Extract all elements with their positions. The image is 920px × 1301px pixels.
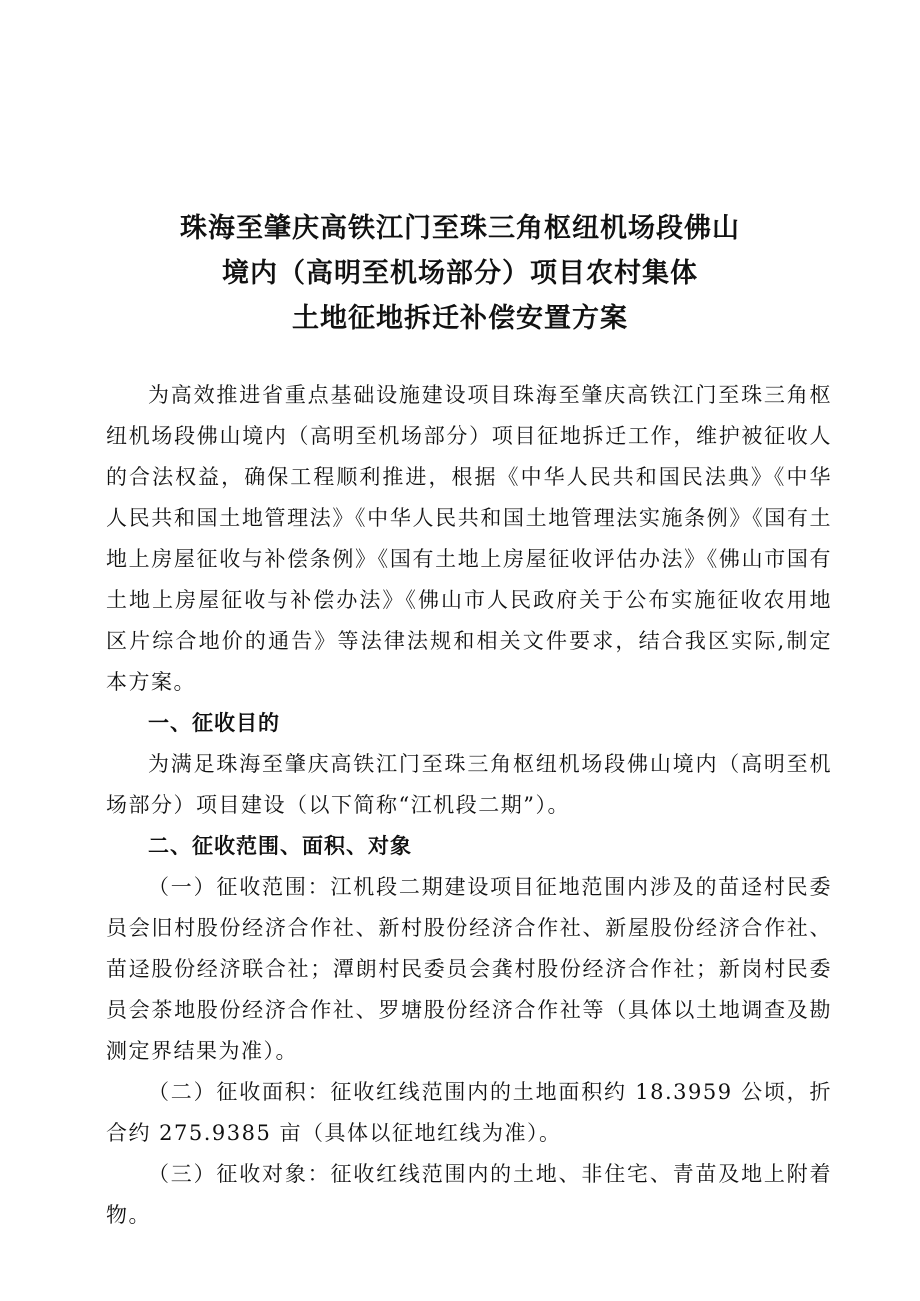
area-paragraph: （二）征收面积：征收红线范围内的土地面积约 18.3959 公顷，折合约 275.9385 亩（具体以征地红线为准）。 xyxy=(106,1080,832,1145)
title-line-3: 土地征地拆迁补偿安置方案 xyxy=(292,303,628,334)
title-line-2: 境内（高明至机场部分）项目农村集体 xyxy=(222,258,698,289)
section-heading-purpose: 一、征收目的 xyxy=(148,711,280,735)
document-title xyxy=(0,206,920,341)
purpose-paragraph: 为满足珠海至肇庆高铁江门至珠三角枢纽机场段佛山境内（高明至机场部分）项目建设（以下简称“江机段二期”）。 xyxy=(106,752,832,817)
scope-paragraph: （一）征收范围：江机段二期建设项目征地范围内涉及的苗迳村民委员会旧村股份经济合作社、新村股份经济合作社、新屋股份经济合作社、苗迳股份经济联合社；潭朗村民委员会龚村股份经济合作社；新岗村民委员会茶地股份经济合作社、罗塘股份经济合作社等（具体以土地调查及勘测定界结果为准）。 xyxy=(106,875,832,1063)
title-line-1: 珠海至肇庆高铁江门至珠三角枢纽机场段佛山 xyxy=(180,213,740,244)
section-heading-scope: 二、征收范围、面积、对象 xyxy=(148,834,412,858)
object-paragraph: （三）征收对象：征收红线范围内的土地、非住宅、青苗及地上附着物。 xyxy=(106,1162,832,1227)
document-body xyxy=(106,375,832,1236)
intro-paragraph: 为高效推进省重点基础设施建设项目珠海至肇庆高铁江门至珠三角枢纽机场段佛山境内（高明至机场部分）项目征地拆迁工作，维护被征收人的合法权益，确保工程顺利推进，根据《中华人民共和国民法典》《中华人民共和国土地管理法》《中华人民共和国土地管理法实施条例》《国有土地上房屋征收与补偿条例》《国有土地上房屋征收评估办法》《佛山市国有土地上房屋征收与补偿办法》《佛山市人民政府关于公布实施征收农用地区片综合地价的通告》等法律法规和相关文件要求，结合我区实际,制定本方案。 xyxy=(106,383,832,694)
